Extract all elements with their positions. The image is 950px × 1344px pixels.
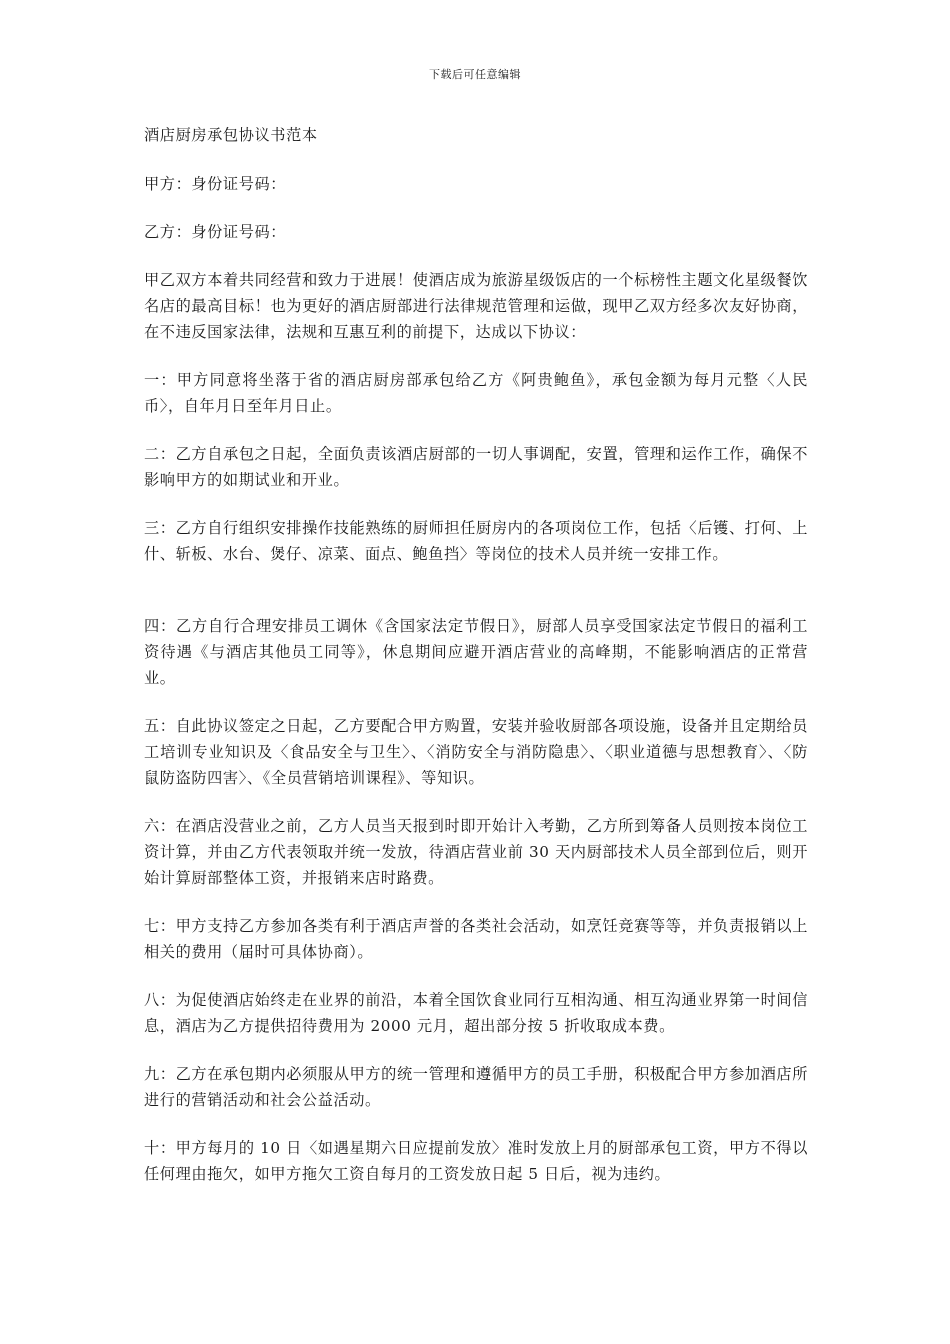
clause-8: 八：为促使酒店始终走在业界的前沿，本着全国饮食业同行互相沟通、相互沟通业界第一时间信息，酒店为乙方提供招待费用为 2000 元月，超出部分按 5 折收取成本费。 — [144, 991, 808, 1035]
clause-9: 九：乙方在承包期内必须服从甲方的统一管理和遵循甲方的员工手册，积极配合甲方参加酒店所进行的营销活动和社会公益活动。 — [144, 1065, 808, 1109]
party-a-line: 甲方：身份证号码： — [144, 175, 287, 193]
preamble-paragraph: 甲乙双方本着共同经营和致力于进展！使酒店成为旅游星级饭店的一个标榜性主题文化星级餐饮名店的最高目标！也为更好的酒店厨部进行法律规范管理和运做，现甲乙双方经多次友好协商，在不违反国家法律，法规和互惠互利的前提下，达成以下协议： — [144, 271, 808, 341]
clause-10: 十：甲方每月的 10 日〈如遇星期六日应提前发放〉准时发放上月的厨部承包工资，甲方不得以任何理由拖欠，如甲方拖欠工资自每月的工资发放日起 5 日后，视为违约。 — [144, 1139, 808, 1183]
clause-2: 二：乙方自承包之日起，全面负责该酒店厨部的一切人事调配，安置，管理和运作工作，确保不影响甲方的如期试业和开业。 — [144, 445, 808, 489]
clause-1: 一：甲方同意将坐落于省的酒店厨房部承包给乙方《阿贵鲍鱼》，承包金额为每月元整〈人民币〉，自年月日至年月日止。 — [144, 371, 808, 415]
clause-4: 四：乙方自行合理安排员工调休《含国家法定节假日》，厨部人员享受国家法定节假日的福利工资待遇《与酒店其他员工同等》，休息期间应避开酒店营业的高峰期，不能影响酒店的正常营业。 — [144, 617, 808, 687]
header-note: 下载后可任意编辑 — [429, 68, 521, 81]
document-body — [144, 122, 808, 1209]
clause-6: 六：在酒店没营业之前，乙方人员当天报到时即开始计入考勤，乙方所到筹备人员则按本岗位工资计算，并由乙方代表领取并统一发放，待酒店营业前 30 天内厨部技术人员全部到位后，则开始计算厨部整体工资，并报销来店时路费。 — [144, 817, 808, 887]
document-title: 酒店厨房承包协议书范本 — [144, 126, 318, 144]
clause-7: 七：甲方支持乙方参加各类有利于酒店声誉的各类社会活动，如烹饪竞赛等等，并负责报销以上相关的费用（届时可具体协商）。 — [144, 917, 808, 961]
party-b-line: 乙方：身份证号码： — [144, 223, 287, 241]
clause-5: 五：自此协议签定之日起，乙方要配合甲方购置，安装并验收厨部各项设施，设备并且定期给员工培训专业知识及〈食品安全与卫生〉、〈消防安全与消防隐患〉、〈职业道德与思想教育〉、〈防鼠防盗防四害〉、《全员营销培训课程》、等知识。 — [144, 717, 808, 787]
clause-3: 三：乙方自行组织安排操作技能熟练的厨师担任厨房内的各项岗位工作，包括〈后镬、打何、上什、斩板、水台、煲仔、凉菜、面点、鲍鱼挡〉等岗位的技术人员并统一安排工作。 — [144, 519, 808, 563]
